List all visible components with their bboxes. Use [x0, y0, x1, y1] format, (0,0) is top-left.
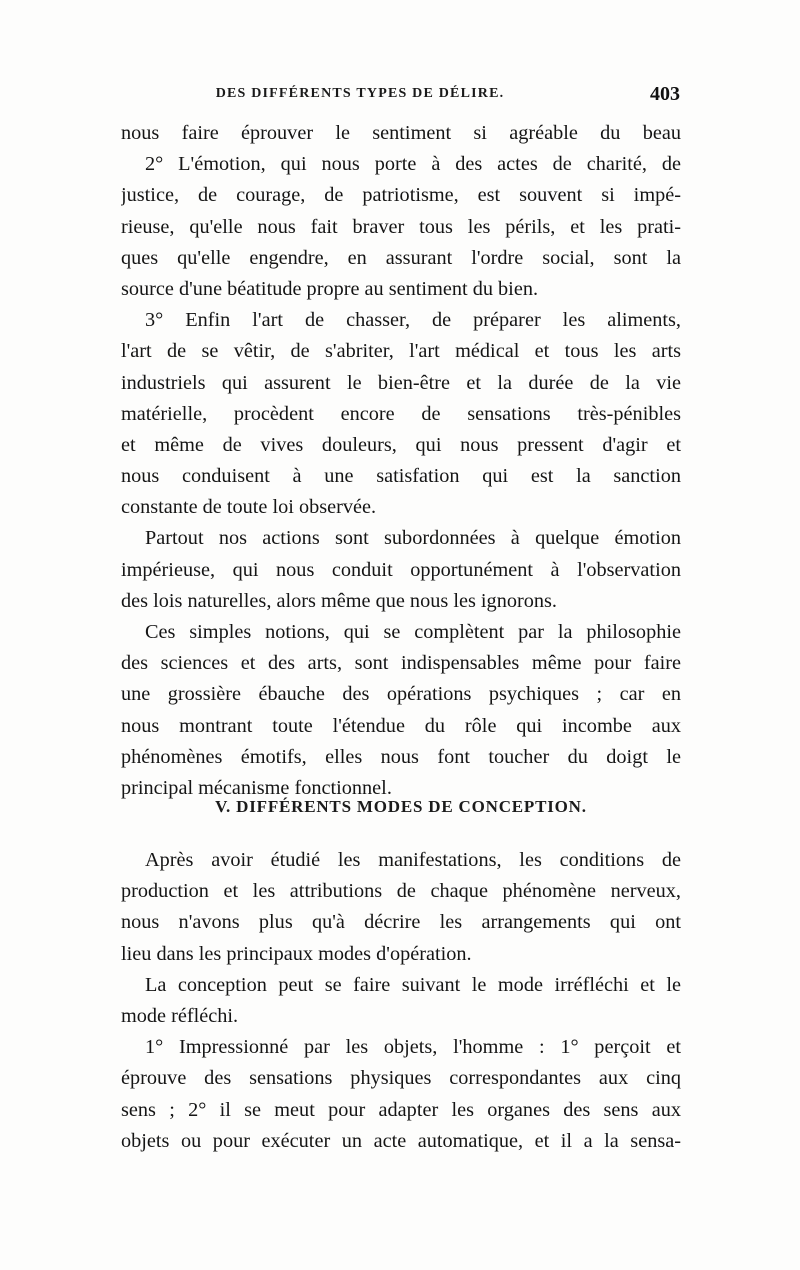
- text-line: matérielle, procèdent encore de sensations très-pénibles: [121, 402, 681, 425]
- text-line: mode réfléchi.: [121, 1004, 239, 1027]
- text-line: source d'une béatitude propre au sentiment du bien.: [121, 277, 539, 300]
- text-line: lieu dans les principaux modes d'opération.: [121, 942, 472, 965]
- text-line: 1° Impressionné par les objets, l'homme : 1° perçoit et: [145, 1036, 681, 1059]
- text-line: des lois naturelles, alors même que nous les ignorons.: [121, 589, 557, 612]
- running-head: DES DIFFÉRENTS TYPES DE DÉLIRE.: [215, 86, 505, 101]
- text-line: principal mécanisme fonctionnel.: [121, 776, 392, 799]
- text-line: éprouve des sensations physiques correspondantes aux cinq: [121, 1067, 681, 1090]
- text-line: 2° L'émotion, qui nous porte à des actes de charité, de: [145, 153, 681, 176]
- text-line: justice, de courage, de patriotisme, est souvent si impé-: [121, 184, 681, 207]
- section-heading: V. DIFFÉRENTS MODES DE CONCEPTION.: [215, 797, 587, 816]
- page-header: [120, 83, 680, 116]
- text-line: industriels qui assurent le bien-être et la durée de la vie: [121, 371, 681, 394]
- text-line: constante de toute loi observée.: [121, 496, 377, 519]
- text-line: rieuse, qu'elle nous fait braver tous les périls, et les prati-: [121, 215, 681, 238]
- body-text-after-section: [121, 845, 681, 1157]
- text-line: une grossière ébauche des opérations psychiques ; car en: [121, 683, 681, 706]
- text-line: Après avoir étudié les manifestations, les conditions de: [145, 849, 681, 871]
- text-line: Partout nos actions sont subordonnées à quelque émotion: [145, 527, 681, 550]
- text-line: et même de vives douleurs, qui nous pressent d'agir et: [121, 433, 681, 456]
- text-line: sens ; 2° il se meut pour adapter les organes des sens aux: [121, 1098, 681, 1121]
- body-text-before-section: [121, 118, 681, 804]
- page-number: 403: [650, 83, 680, 105]
- text-line: ques qu'elle engendre, en assurant l'ordre social, sont la: [121, 246, 681, 269]
- text-line: nous faire éprouver le sentiment si agréable du beau: [121, 122, 681, 144]
- text-line: nous conduisent à une satisfation qui est la sanction: [121, 465, 681, 488]
- text-line: impérieuse, qui nous conduit opportunément à l'observation: [121, 558, 681, 581]
- text-line: l'art de se vêtir, de s'abriter, l'art médical et tous les arts: [121, 340, 681, 363]
- text-line: objets ou pour exécuter un acte automatique, et il a la sensa-: [121, 1129, 681, 1152]
- text-line: 3° Enfin l'art de chasser, de préparer les aliments,: [145, 309, 681, 332]
- text-line: nous n'avons plus qu'à décrire les arrangements qui ont: [121, 911, 681, 934]
- text-line: Ces simples notions, qui se complètent par la philosophie: [145, 621, 681, 643]
- text-line: nous montrant toute l'étendue du rôle qui incombe aux: [121, 714, 681, 737]
- text-line: des sciences et des arts, sont indispensables même pour faire: [121, 652, 681, 675]
- text-line: phénomènes émotifs, elles nous font toucher du doigt le: [121, 745, 681, 768]
- text-line: La conception peut se faire suivant le mode irréfléchi et le: [145, 973, 681, 996]
- text-line: production et les attributions de chaque phénomène nerveux,: [121, 880, 681, 903]
